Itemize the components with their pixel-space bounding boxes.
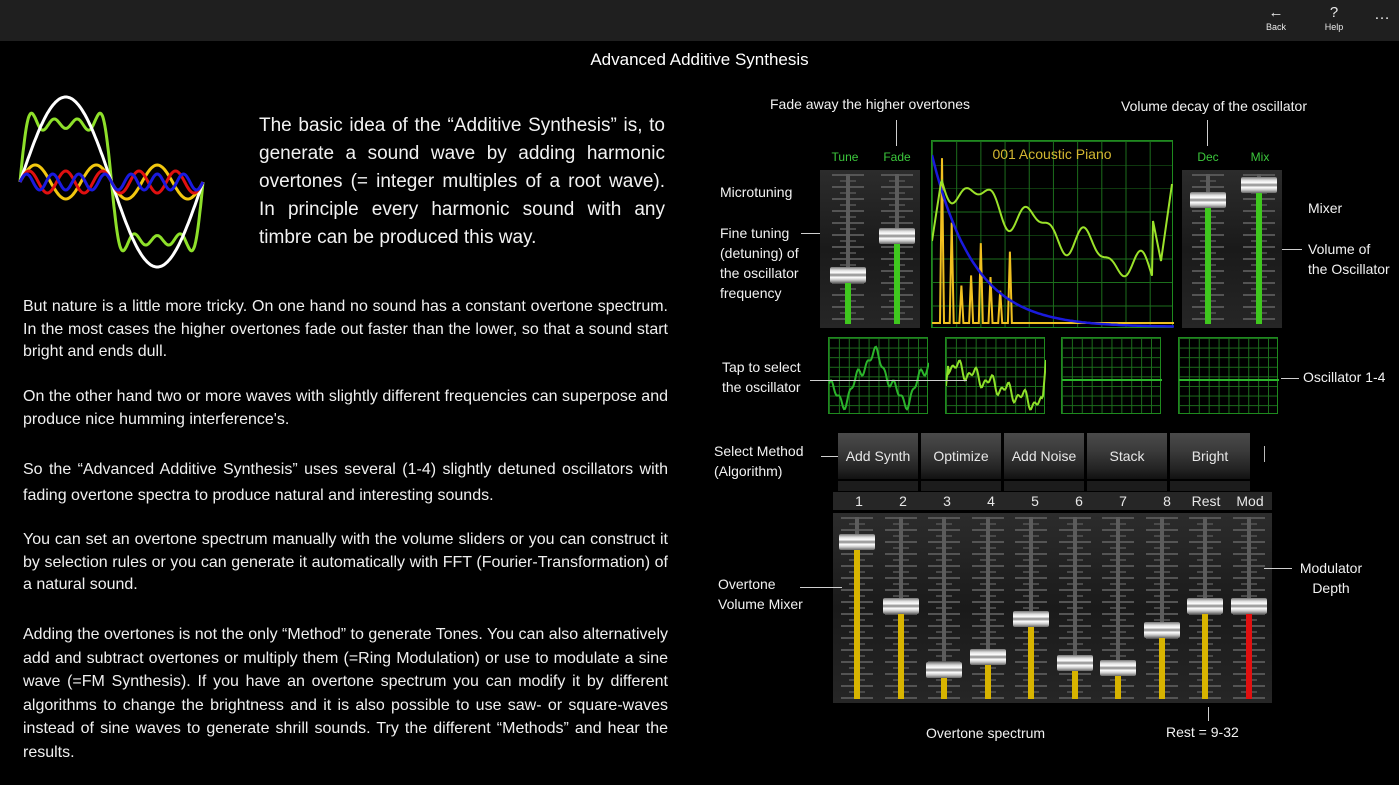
column-label: 1: [855, 493, 863, 509]
column-label: 7: [1119, 493, 1127, 509]
fade-away-annotation: Fade away the higher overtones: [770, 96, 971, 112]
mixer-fader-panel: [1182, 170, 1282, 328]
additive-waveform-illustration: [16, 90, 208, 270]
overtone-fader-knob[interactable]: [1057, 655, 1093, 671]
paragraph-2: On the other hand two or more waves with slightly different frequencies can superpose and produce nice humming interference's.: [23, 388, 668, 428]
oscillator-1-4-line: [1281, 378, 1299, 379]
app-title-bar: [0, 0, 1399, 41]
overtone-fader-1[interactable]: [837, 513, 877, 703]
method-bright-button[interactable]: Bright: [1170, 433, 1250, 479]
column-label: Rest: [1191, 493, 1221, 509]
overtone-fader-7[interactable]: [1098, 513, 1138, 703]
dec-label: Dec: [1197, 150, 1219, 164]
paragraph-5: Adding the overtones is not the only “Method” to generate Tones. You can also alternatively add and subtract overtones or multiply them (=Ring Modulation) or use to modulate a sine wave (=FM Synthesis). If you have an overtone spectrum you can modify it by different algorithms to change the brightness and it is also possible to use saw- or square-waves instead of sine waves to generate shrill sounds. Try the different “Methods” and hear the results.: [23, 626, 668, 761]
help-button[interactable]: [1309, 4, 1359, 38]
tune-label: Tune: [831, 150, 859, 164]
volume-oscillator-annotation: Volume of the Oscillator: [1308, 241, 1390, 277]
method-optimize-button[interactable]: Optimize: [921, 433, 1001, 479]
overtone-fader-4[interactable]: [968, 513, 1008, 703]
oscillator-4-scope[interactable]: [1178, 337, 1278, 414]
overtone-fader-3[interactable]: [924, 513, 964, 703]
fine-tuning-annotation: Fine tuning (detuning) of the oscillator frequency: [720, 225, 799, 301]
tuning-fader-panel: [820, 170, 920, 328]
main-oscilloscope-display[interactable]: [931, 140, 1173, 328]
mix-fader[interactable]: [1239, 170, 1279, 328]
intro-paragraph: The basic idea of the “Additive Synthesis” is, to generate a sound wave by adding harmonic overtones (= integer multiples of a root wave). In principle every harmonic sound with any timbre can be produced this way.: [259, 115, 665, 248]
overtone-fader-2[interactable]: [881, 513, 921, 703]
overtone-volume-mixer-annotation: Overtone Volume Mixer: [718, 576, 803, 612]
ellipsis-icon: …: [1374, 6, 1391, 23]
rest-annotation-line: [1208, 707, 1209, 721]
arrow-left-icon: ←: [1268, 4, 1284, 21]
rest-range-annotation: Rest = 9-32: [1166, 724, 1239, 740]
fade-fader-knob[interactable]: [879, 228, 915, 244]
overtone-fader-knob[interactable]: [970, 649, 1006, 665]
fade-fader[interactable]: [877, 170, 917, 328]
oscillator-2-scope[interactable]: [945, 337, 1045, 414]
mixer-annotation: Mixer: [1308, 200, 1343, 216]
overtone-fader-knob[interactable]: [1144, 622, 1180, 638]
column-label: 4: [987, 493, 995, 509]
method-stack-button[interactable]: Stack: [1087, 433, 1167, 479]
overtone-volume-mixer: [833, 513, 1272, 703]
method-add-noise-button[interactable]: Add Noise: [1004, 433, 1084, 479]
spectrum-wave-plot: [932, 141, 1174, 329]
method-scroll-indicator[interactable]: [1264, 446, 1265, 462]
column-label: 2: [899, 493, 907, 509]
fade-label: Fade: [883, 150, 911, 164]
decay-annotation-line: [1207, 120, 1208, 146]
overtone-column-header: [833, 492, 1272, 510]
overtone-spectrum-annotation: Overtone spectrum: [926, 725, 1046, 741]
paragraph-4: You can set an overtone spectrum manually with the volume sliders or you can construct it by selection rules or you can generate it automatically with FFT (Fourier-Transformation) of a natural sound.: [23, 531, 668, 593]
question-icon: ?: [1329, 4, 1339, 21]
overtone-mixer-line: [800, 587, 842, 588]
mix-label: Mix: [1250, 150, 1270, 164]
back-button[interactable]: [1251, 4, 1301, 38]
oscillator-1-scope[interactable]: [828, 337, 928, 414]
preset-name[interactable]: 001 Acoustic Piano: [992, 146, 1112, 162]
modulator-depth-line: [1264, 568, 1292, 569]
method-add-synth-button[interactable]: Add Synth: [838, 433, 918, 479]
select-method-annotation: Select Method (Algorithm): [714, 443, 804, 479]
mix-fader-knob[interactable]: [1241, 177, 1277, 193]
overtone-fader-knob[interactable]: [1013, 611, 1049, 627]
tap-select-line: [810, 380, 967, 381]
overtone-fader-5[interactable]: [1011, 513, 1051, 703]
decay-fader[interactable]: [1188, 170, 1228, 328]
column-label: Mod: [1236, 493, 1264, 509]
overtone-fader-knob[interactable]: [926, 662, 962, 678]
overtone-fader-mod[interactable]: [1229, 513, 1269, 703]
more-options-button[interactable]: [1374, 6, 1391, 24]
overtone-fader-knob[interactable]: [883, 598, 919, 614]
column-label: 8: [1163, 493, 1171, 509]
decay-fader-knob[interactable]: [1190, 192, 1226, 208]
overtone-fader-knob[interactable]: [839, 534, 875, 550]
overtone-fader-knob[interactable]: [1231, 598, 1267, 614]
help-label: Help: [1324, 22, 1344, 32]
tune-fader[interactable]: [828, 170, 868, 328]
tune-fader-knob[interactable]: [830, 267, 866, 283]
back-label: Back: [1265, 22, 1286, 32]
fade-annotation-line: [896, 120, 897, 146]
tap-select-annotation: Tap to select the oscillator: [722, 359, 801, 395]
overtone-fader-rest[interactable]: [1185, 513, 1225, 703]
paragraph-1: But nature is a little more tricky. On one hand no sound has a constant overtone spectrum. In the most cases the higher overtones fade out faster than the lower, so that a sound start bright and ends dull.: [23, 298, 668, 360]
overtone-fader-6[interactable]: [1055, 513, 1095, 703]
oscillator-3-scope[interactable]: [1061, 337, 1161, 414]
oscillator-1-4-annotation: Oscillator 1-4: [1303, 369, 1386, 385]
overtone-fader-knob[interactable]: [1100, 660, 1136, 676]
overtone-fader-8[interactable]: [1142, 513, 1182, 703]
volume-decay-annotation: Volume decay of the oscillator: [1121, 98, 1307, 114]
column-label: 5: [1031, 493, 1039, 509]
modulator-depth-annotation: Modulator Depth: [1299, 560, 1363, 596]
page-title: Advanced Additive Synthesis: [590, 50, 809, 69]
microtuning-annotation: Microtuning: [720, 184, 793, 200]
overtone-fader-knob[interactable]: [1187, 598, 1223, 614]
column-label: 3: [943, 493, 951, 509]
paragraph-3: So the “Advanced Additive Synthesis” uses several (1-4) slightly detuned oscillators with fading overtone spectra to produce natural and interesting sounds.: [23, 461, 668, 504]
column-label: 6: [1075, 493, 1083, 509]
